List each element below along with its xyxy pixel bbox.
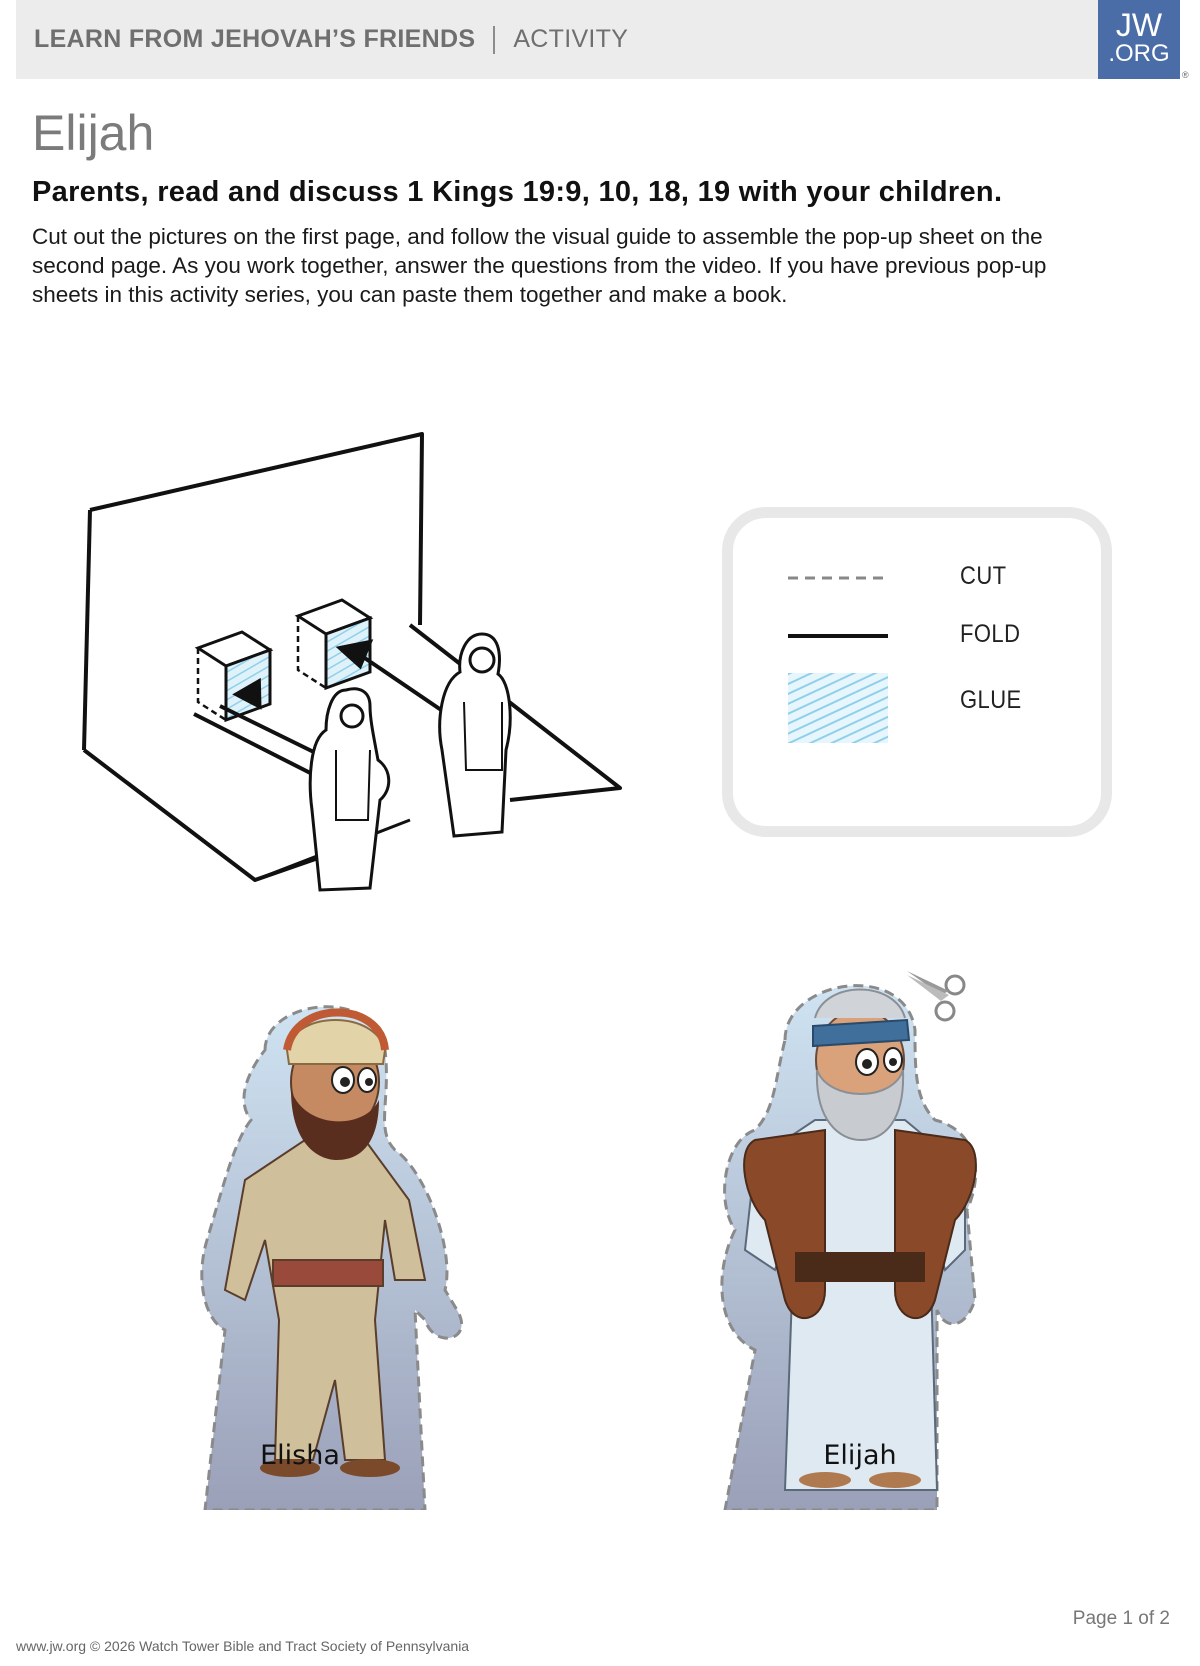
legend-glue-label: GLUE [960, 686, 1022, 714]
copyright-notice: www.jw.org © 2026 Watch Tower Bible and Tract Society of Pennsylvania [16, 1638, 470, 1654]
series-title: LEARN FROM JEHOVAH’S FRIENDS [34, 25, 476, 53]
elijah-name-label: Elijah [823, 1440, 897, 1471]
legend-fold-label: FOLD [960, 620, 1021, 648]
elisha-figure-outline [310, 689, 389, 890]
page-title: Elijah [32, 105, 155, 161]
logo-org-text: .ORG [1108, 40, 1170, 67]
elijah-cutout[interactable] [715, 970, 1015, 1510]
glue-area-sample [788, 673, 888, 743]
instructions-paragraph: Cut out the pictures on the first page, and follow the visual guide to assemble the pop-up sheet on the second page. As you work together, answer the questions from the video. If you have previous pop-up sheets in this activity series, you can paste them together and make a book. [32, 224, 1047, 307]
cut-line-sample [788, 568, 888, 588]
popup-assembly-diagram [70, 420, 630, 950]
header-divider [493, 26, 495, 54]
elisha-name-label: Elisha [260, 1440, 340, 1471]
elijah-figure-outline [440, 634, 510, 836]
legend-panel [722, 507, 1112, 837]
scissors-icon [905, 965, 975, 1025]
header-bar [16, 0, 1098, 79]
backboard-panel [90, 434, 422, 625]
fold-line-sample [788, 626, 888, 646]
page-number: Page 1 of 2 [1072, 1608, 1170, 1629]
registered-mark: ® [1182, 70, 1189, 80]
jw-org-logo[interactable] [1098, 0, 1180, 79]
page-subtitle: Parents, read and discuss 1 Kings 19:9, 10, 18, 19 with your children. [32, 176, 1003, 208]
legend-cut-label: CUT [960, 562, 1007, 590]
elisha-cutout[interactable] [195, 990, 475, 1510]
activity-label: ACTIVITY [513, 25, 629, 53]
logo-jw-text: JW [1115, 7, 1163, 43]
